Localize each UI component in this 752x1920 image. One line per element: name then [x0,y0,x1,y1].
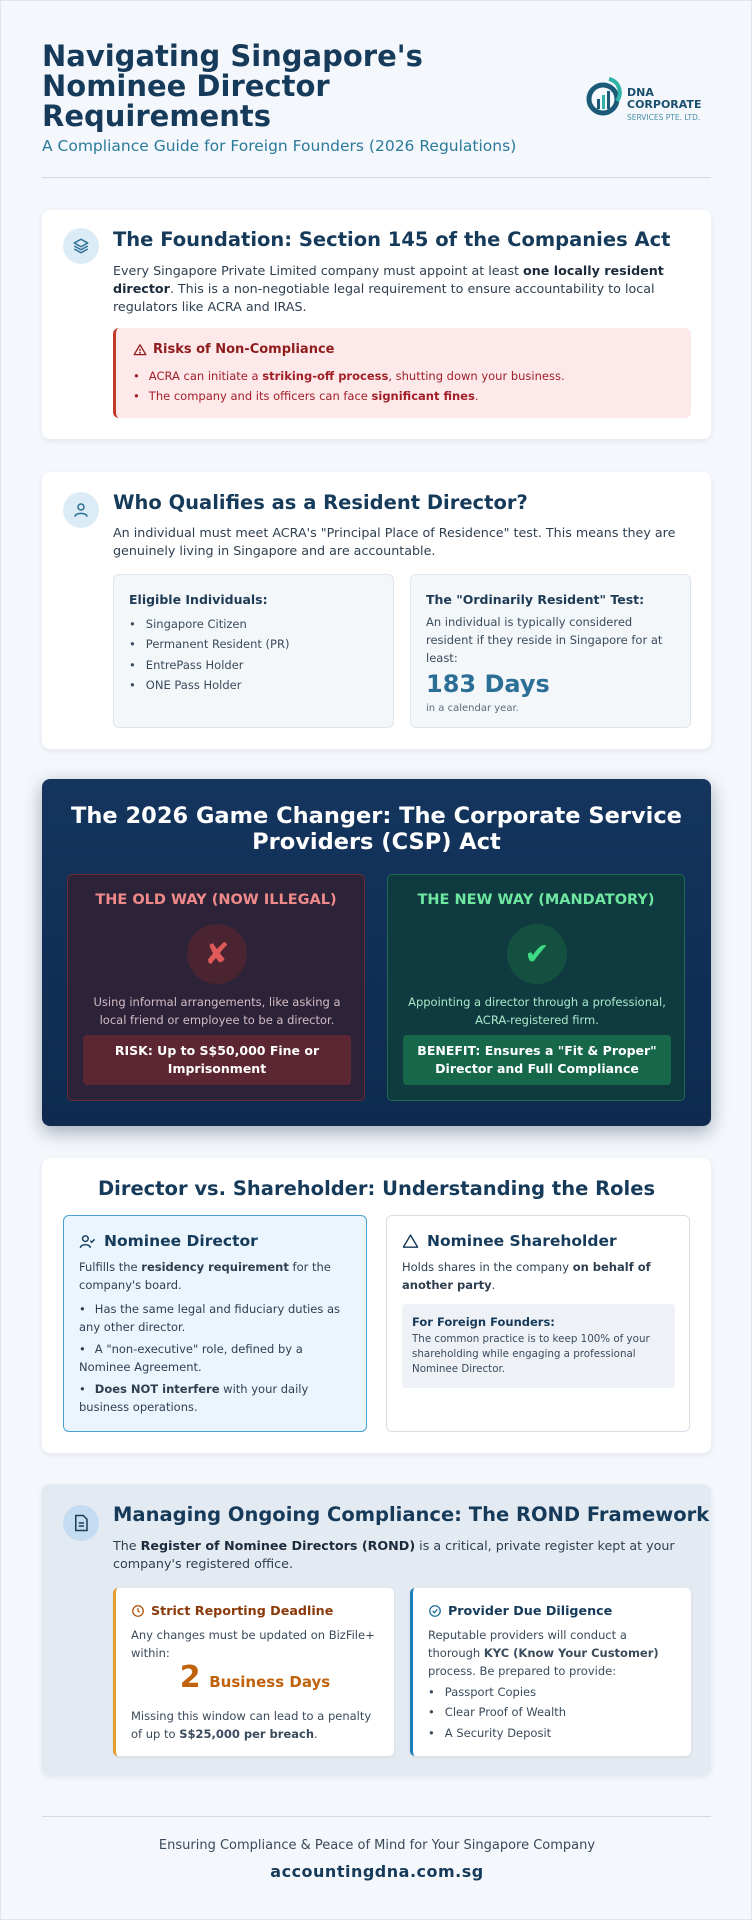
list-item: • A "non-executive" role, defined by a Nominee Agreement. [79,1340,354,1376]
clock-icon [131,1604,145,1618]
list-item: • EntrePass Holder [129,655,289,675]
header-divider [42,177,711,178]
list-item: • ACRA can initiate a striking-off process, shutting down your business. [133,366,565,386]
director-text: Fulfills the residency requirement for the company's board. [79,1260,331,1292]
layers-icon [63,228,99,264]
list-item: • Passport Copies [428,1682,566,1702]
deadline-unit: Business Days [209,1673,331,1691]
list-item: • A Security Deposit [428,1723,566,1743]
roles-title: Director vs. Shareholder: Understanding the Roles [97,1177,656,1200]
due-diligence-box [410,1588,691,1756]
old-way-desc: Using informal arrangements, like asking a local friend or employee to be a director. [93,995,341,1027]
document-icon [63,1505,99,1541]
deadline-highlight [116,1660,394,1695]
old-way-panel [67,874,365,1101]
list-item: • Clear Proof of Wealth [428,1702,566,1722]
new-way-desc: Appointing a director through a professional, ACRA-registered firm. [408,995,666,1027]
user-check-icon [79,1233,96,1250]
benefit-badge: BENEFIT: Ensures a "Fit & Proper" Director and Full Compliance [403,1035,671,1085]
risk-callout [113,328,691,418]
days-highlight: 183 Days [426,670,550,698]
deadline-box [113,1588,394,1756]
shareholder-text: Holds shares in the company on behalf of another party. [402,1260,651,1292]
list-item: • Singapore Citizen [129,614,289,634]
compliance-title: Managing Ongoing Compliance: The ROND Framework [113,1503,710,1526]
eligible-title: Eligible Individuals: [129,592,268,607]
logo-wordmark: DNA CORPORATE [627,86,702,111]
check-circle-icon [428,1604,442,1618]
page-title: Navigating Singapore's Nominee Director Requirements [42,39,423,133]
dd-text: Reputable providers will conduct a thorough KYC (Know Your Customer) process. Be prepared to provide: [428,1628,659,1678]
director-title: Nominee Director [79,1232,258,1250]
list-item: • Does NOT interfere with your daily business operations. [79,1380,354,1416]
shareholder-title: Nominee Shareholder [402,1232,617,1250]
cross-icon: ✘ [187,924,247,984]
logo-tagline: SERVICES PTE. LTD. [627,113,701,122]
page-subtitle: A Compliance Guide for Foreign Founders (2026 Regulations) [42,137,517,155]
risk-title: Risks of Non-Compliance [133,342,334,357]
user-icon [63,492,99,528]
warning-icon [133,343,147,357]
deadline-text: Any changes must be updated on BizFile+ within: [131,1628,375,1660]
compliance-text: The Register of Nominee Directors (ROND) is a critical, private register kept at your company's registered office. [113,1538,675,1571]
test-text: An individual is typically considered resident if they reside in Singapore for at least: [426,615,663,665]
founders-title: For Foreign Founders: [412,1315,555,1329]
old-way-title: THE OLD WAY (NOW ILLEGAL) [95,892,337,908]
residency-test-box [410,574,691,728]
dd-list [428,1682,566,1743]
footer-website-link[interactable]: accountingdna.com.sg [270,1862,484,1881]
compliance-card [42,1484,711,1775]
list-item: • Permanent Resident (PR) [129,634,289,654]
new-way-panel [387,874,685,1101]
penalty-text: Missing this window can lead to a penalty of up to S$25,000 per breach. [131,1709,372,1741]
roles-card [42,1158,711,1453]
founders-note [402,1304,675,1388]
director-list [79,1300,354,1420]
footer-tagline: Ensuring Compliance & Peace of Mind for Your Singapore Company [158,1838,596,1853]
risk-list [133,366,565,406]
list-item: • ONE Pass Holder [129,675,289,695]
check-icon: ✔ [507,924,567,984]
qualifies-title: Who Qualifies as a Resident Director? [113,491,528,514]
csp-title: The 2026 Game Changer: The Corporate Service Providers (CSP) Act [71,803,682,855]
foundation-text: Every Singapore Private Limited company must appoint at least one locally resident director. This is a non-negotiable legal requirement to ensure accountability to local regulators like ACRA and IRAS. [113,263,664,314]
risk-badge: RISK: Up to S$50,000 Fine or Imprisonment [83,1035,351,1085]
list-item: • Has the same legal and fiduciary duties as any other director. [79,1300,354,1336]
qualifies-card [42,472,711,749]
founders-text: The common practice is to keep 100% of your shareholding while engaging a professional Nominee Director. [412,1333,650,1375]
logo-mark-icon [585,75,625,119]
nominee-shareholder-box [386,1215,690,1432]
days-note: in a calendar year. [426,703,519,714]
eligible-list [129,614,289,695]
triangle-icon [402,1233,419,1250]
foundation-title: The Foundation: Section 145 of the Companies Act [113,228,671,251]
foundation-card [42,210,711,439]
dd-title: Provider Due Diligence [428,1603,612,1618]
nominee-director-box [63,1215,367,1432]
eligible-box [113,574,394,728]
deadline-title: Strict Reporting Deadline [131,1603,333,1618]
deadline-number: 2 [179,1660,201,1695]
new-way-title: THE NEW WAY (MANDATORY) [417,892,655,908]
test-title: The "Ordinarily Resident" Test: [426,592,645,607]
footer-divider [42,1816,711,1817]
csp-card [42,779,711,1126]
qualifies-text: An individual must meet ACRA's "Principal Place of Residence" test. This means they are genuinely living in Singapore and are accountable. [113,525,676,558]
company-logo [585,75,715,123]
list-item: • The company and its officers can face significant fines. [133,386,565,406]
